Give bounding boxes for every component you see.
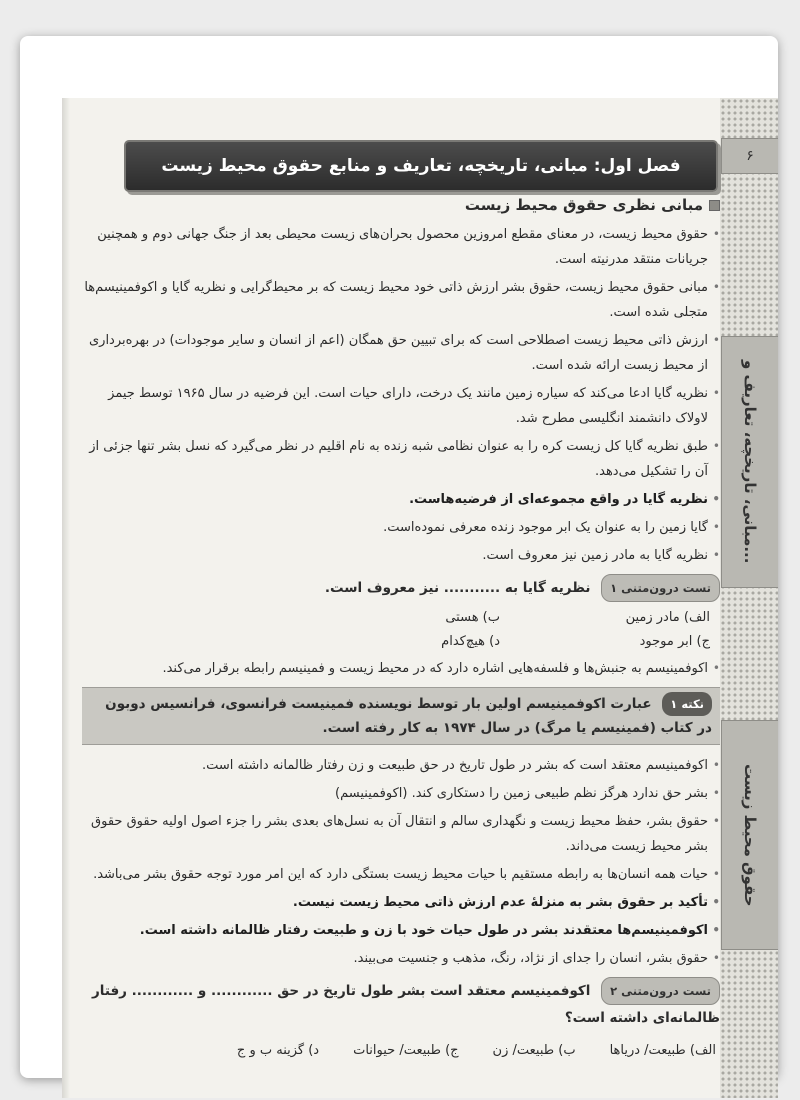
list-item: • اکوفمینیسم معتقد است که بشر در طول تاریخ در حق طبیعت و زن رفتار ظالمانه داشته است. <box>82 753 720 778</box>
list-item: • نظریه گایا به مادر زمین نیز معروف است. <box>82 543 720 568</box>
list-item: • حقوق محیط زیست، در معنای مقطع امروزین محصول بحران‌های زیست محیطی بعد از جنگ جهانی دوم و همچنین جریانات منتقد مدرنیته است. <box>82 222 720 272</box>
list-item: • حقوق بشر، انسان را جدای از نژاد، رنگ، مذهب و جنسیت می‌بیند. <box>82 946 720 971</box>
section-heading <box>82 196 720 214</box>
side-tab-chapter: مبانی، تاریخچه، تعاریف و... <box>721 336 778 588</box>
question-2-options <box>82 1039 720 1063</box>
page-card <box>20 36 778 1078</box>
book-gutter <box>62 98 70 1098</box>
option-d: د) هیچ‌کدام <box>441 634 500 649</box>
chapter-header <box>124 140 718 192</box>
note-box <box>82 687 720 745</box>
question-text: اکوفمینیسم معتقد است بشر طول تاریخ در حق ............ و ............ رفتار ظالمانه‌ای داشته است؟ <box>91 983 720 1026</box>
list-item: • نظریه گایا در واقع مجموعه‌ای از فرضیه‌هاست. <box>82 487 720 512</box>
list-item: • حقوق بشر، حفظ محیط زیست و نگهداری سالم و انتقال آن به نسل‌های بعدی بشر را جزء اصول اولیه حقوق حقوق بشر محیط زیست می‌داند. <box>82 809 720 859</box>
list-item: • مبانی حقوق محیط زیست، حقوق بشر ارزش ذاتی خود محیط زیست که بر محیط‌گرایی و نظریه گایا و اکوفمینیسم‌ها متجلی شده است. <box>82 275 720 325</box>
question-tag: تست درون‌متنی ۲ <box>601 977 720 1005</box>
side-tab-book: حقوق محیط زیست <box>721 720 778 950</box>
option-b: ب) طبیعت/ زن <box>492 1043 576 1058</box>
page-content <box>82 196 720 1063</box>
list-item: • طبق نظریه گایا کل زیست کره را به عنوان نظامی شبه زنده به نام اقلیم در نظر می‌گیرد که نسل بشر تنها جزئی از آن را تشکیل می‌دهد. <box>82 434 720 484</box>
list-item: • نظریه گایا ادعا می‌کند که سیاره زمین مانند یک درخت، دارای حیات است. این فرضیه در سال ۱۹۶۵ توسط جیمز لاولاک دانشمند انگلیسی مطرح شد. <box>82 381 720 431</box>
page-number: ۶ <box>721 138 778 174</box>
option-d: د) گزینه ب و ج <box>236 1043 320 1058</box>
list-item: • حیات همه انسان‌ها به رابطه مستقیم با حیات محیط زیست بستگی دارد که این امر مورد توجه حقوق بشر می‌باشد. <box>82 862 720 887</box>
list-item: • اکوفمینیسم‌ها معتقدند بشر در طول حیات خود با زن و طبیعت رفتار ظالمانه داشته است. <box>82 918 720 943</box>
square-bullet-icon <box>709 200 720 211</box>
question-2 <box>82 977 720 1031</box>
question-1 <box>82 574 720 602</box>
list-item: • اکوفمینیسم به جنبش‌ها و فلسفه‌هایی اشاره دارد که در محیط زیست و فمینیسم رابطه برقرار می‌کند. <box>82 656 720 681</box>
question-1-options <box>290 606 720 654</box>
note-text: عبارت اکوفمینیسم اولین بار توسط نویسنده فمینیست فرانسوی، فرانسیس دوبون در کتاب (فمینیسم یا مرگ) در سال ۱۹۷۴ به کار رفته است. <box>105 696 712 736</box>
scanned-page <box>62 98 778 1098</box>
question-tag: تست درون‌متنی ۱ <box>601 574 720 602</box>
option-a: الف) مادر زمین <box>625 610 710 625</box>
list-item: • ارزش ذاتی محیط زیست اصطلاحی است که برای تبیین حق همگان (اعم از انسان و سایر موجودات) در بهره‌برداری از محیط زیست ارائه شده است. <box>82 328 720 378</box>
option-c: ج) ابر موجود <box>639 634 710 649</box>
option-b: ب) هستی <box>445 610 500 625</box>
list-item: • گایا زمین را به عنوان یک ابر موجود زنده معرفی نموده‌است. <box>82 515 720 540</box>
chapter-title: فصل اول: مبانی، تاریخچه، تعاریف و منابع حقوق محیط زیست <box>161 156 681 176</box>
question-text: نظریه گایا به ........... نیز معروف است. <box>324 580 591 596</box>
option-c: ج) طبیعت/ حیوانات <box>353 1043 459 1058</box>
option-a: الف) طبیعت/ دریاها <box>609 1043 716 1058</box>
list-item: • تأکید بر حقوق بشر به منزلهٔ عدم ارزش ذاتی محیط زیست نیست. <box>82 890 720 915</box>
list-item: • بشر حق ندارد هرگز نظم طبیعی زمین را دستکاری کند. (اکوفمینیسم) <box>82 781 720 806</box>
note-tag: نکته ۱ <box>662 692 712 716</box>
section-heading-text: مبانی نظری حقوق محیط زیست <box>464 196 703 214</box>
